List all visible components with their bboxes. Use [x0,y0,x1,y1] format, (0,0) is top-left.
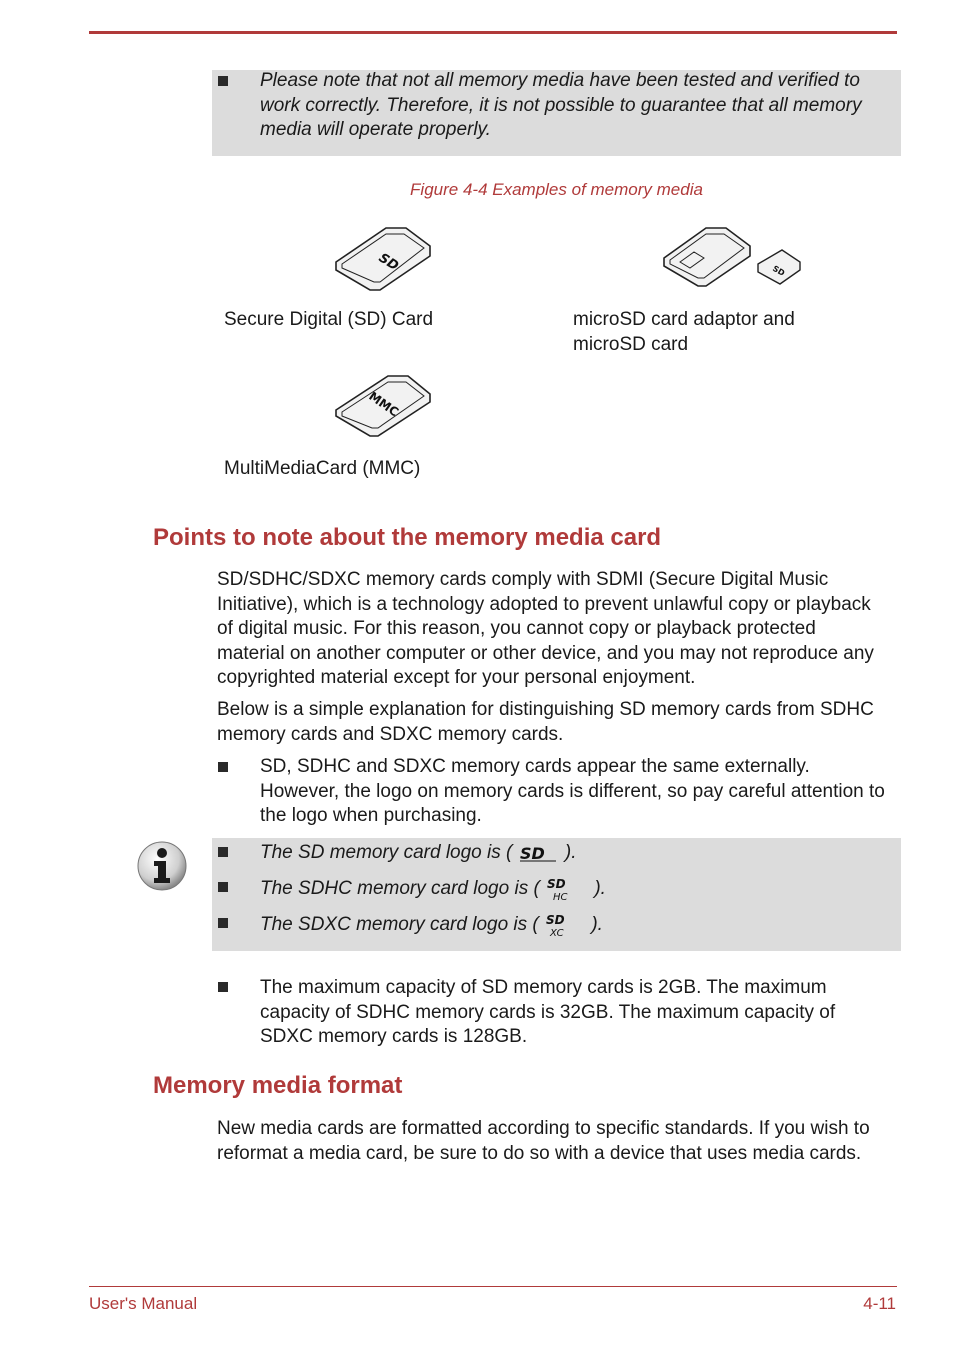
sd-logo-note [260,841,577,866]
mmc-card-label: MultiMediaCard (MMC) [224,458,421,479]
note-bullet [218,76,228,86]
mmc-card-icon [330,370,434,442]
sd-logo-note-prefix: The SD memory card logo is ( [260,842,513,863]
svg-text:SD: SD [771,263,787,278]
info-icon [136,840,188,892]
sdhc-logo-icon [545,876,589,902]
sdxc-logo-note-suffix: ). [591,914,603,936]
header-rule [89,31,897,34]
note-text: Please note that not all memory media have been tested and verified to work correctly. Therefore, it is not possible to guarantee that all memory media will operate properly. [260,70,862,140]
svg-text:MMC: MMC [366,388,402,420]
microsd-card-label: microSD card adaptor and microSD card [573,309,795,355]
section1-bullet2: The maximum capacity of SD memory cards is 2GB. The maximum capacity of SDHC memory cards is 32GB. The maximum capacity of SDXC memory cards is 128GB. [260,977,836,1047]
footer-left: User's Manual [89,1294,198,1313]
section1-bullet1: SD, SDHC and SDXC memory cards appear the same externally. However, the logo on memory cards is different, so pay careful attention to the logo when purchasing. [260,756,885,826]
svg-text:SD: SD [519,843,545,863]
sdhc-logo-note-suffix: ). [594,878,606,900]
sdhc-logo-note-prefix: The SDHC memory card logo is ( [260,878,540,900]
svg-text:SD: SD [546,913,565,927]
section1-para2: Below is a simple explanation for distinguishing SD memory cards from SDHC memory cards and SDXC memory cards. [217,699,874,745]
sd-logo-note-suffix: ). [564,842,577,863]
section-heading-points: Points to note about the memory media card [153,524,662,551]
bullet-icon [218,982,228,992]
footer-rule [89,1286,897,1287]
section-heading-format: Memory media format [153,1072,403,1099]
section1-para1: SD/SDHC/SDXC memory cards comply with SDMI (Secure Digital Music Initiative), which is a technology adopted to prevent unlawful copy or playback of digital music. For this reason, you cannot copy or playback protected material on another computer or other device, and you may not reproduce any copyrighted material except for your personal enjoyment. [217,569,874,688]
bullet-icon [218,918,228,928]
sd-card-label: Secure Digital (SD) Card [224,309,434,330]
bullet-icon [218,762,228,772]
sd-card-icon [330,222,434,292]
bullet-icon [218,882,228,892]
sd-logo-icon [518,843,560,863]
sdhc-logo-note [260,876,606,902]
figure-caption: Figure 4-4 Examples of memory media [410,180,703,199]
bullet-icon [218,847,228,857]
svg-text:SD: SD [547,877,566,891]
sdxc-logo-note [260,912,603,938]
section2-para: New media cards are formatted according to specific standards. If you wish to reformat a media card, be sure to do so with a device that uses media cards. [217,1118,870,1164]
svg-text:HC: HC [553,892,568,902]
svg-text:XC: XC [550,928,564,938]
svg-text:SD: SD [375,250,401,275]
microsd-adaptor-icon [660,222,805,292]
sdxc-logo-icon [544,912,586,938]
footer-page-number: 4-11 [863,1294,896,1313]
sdxc-logo-note-prefix: The SDXC memory card logo is ( [260,914,539,936]
